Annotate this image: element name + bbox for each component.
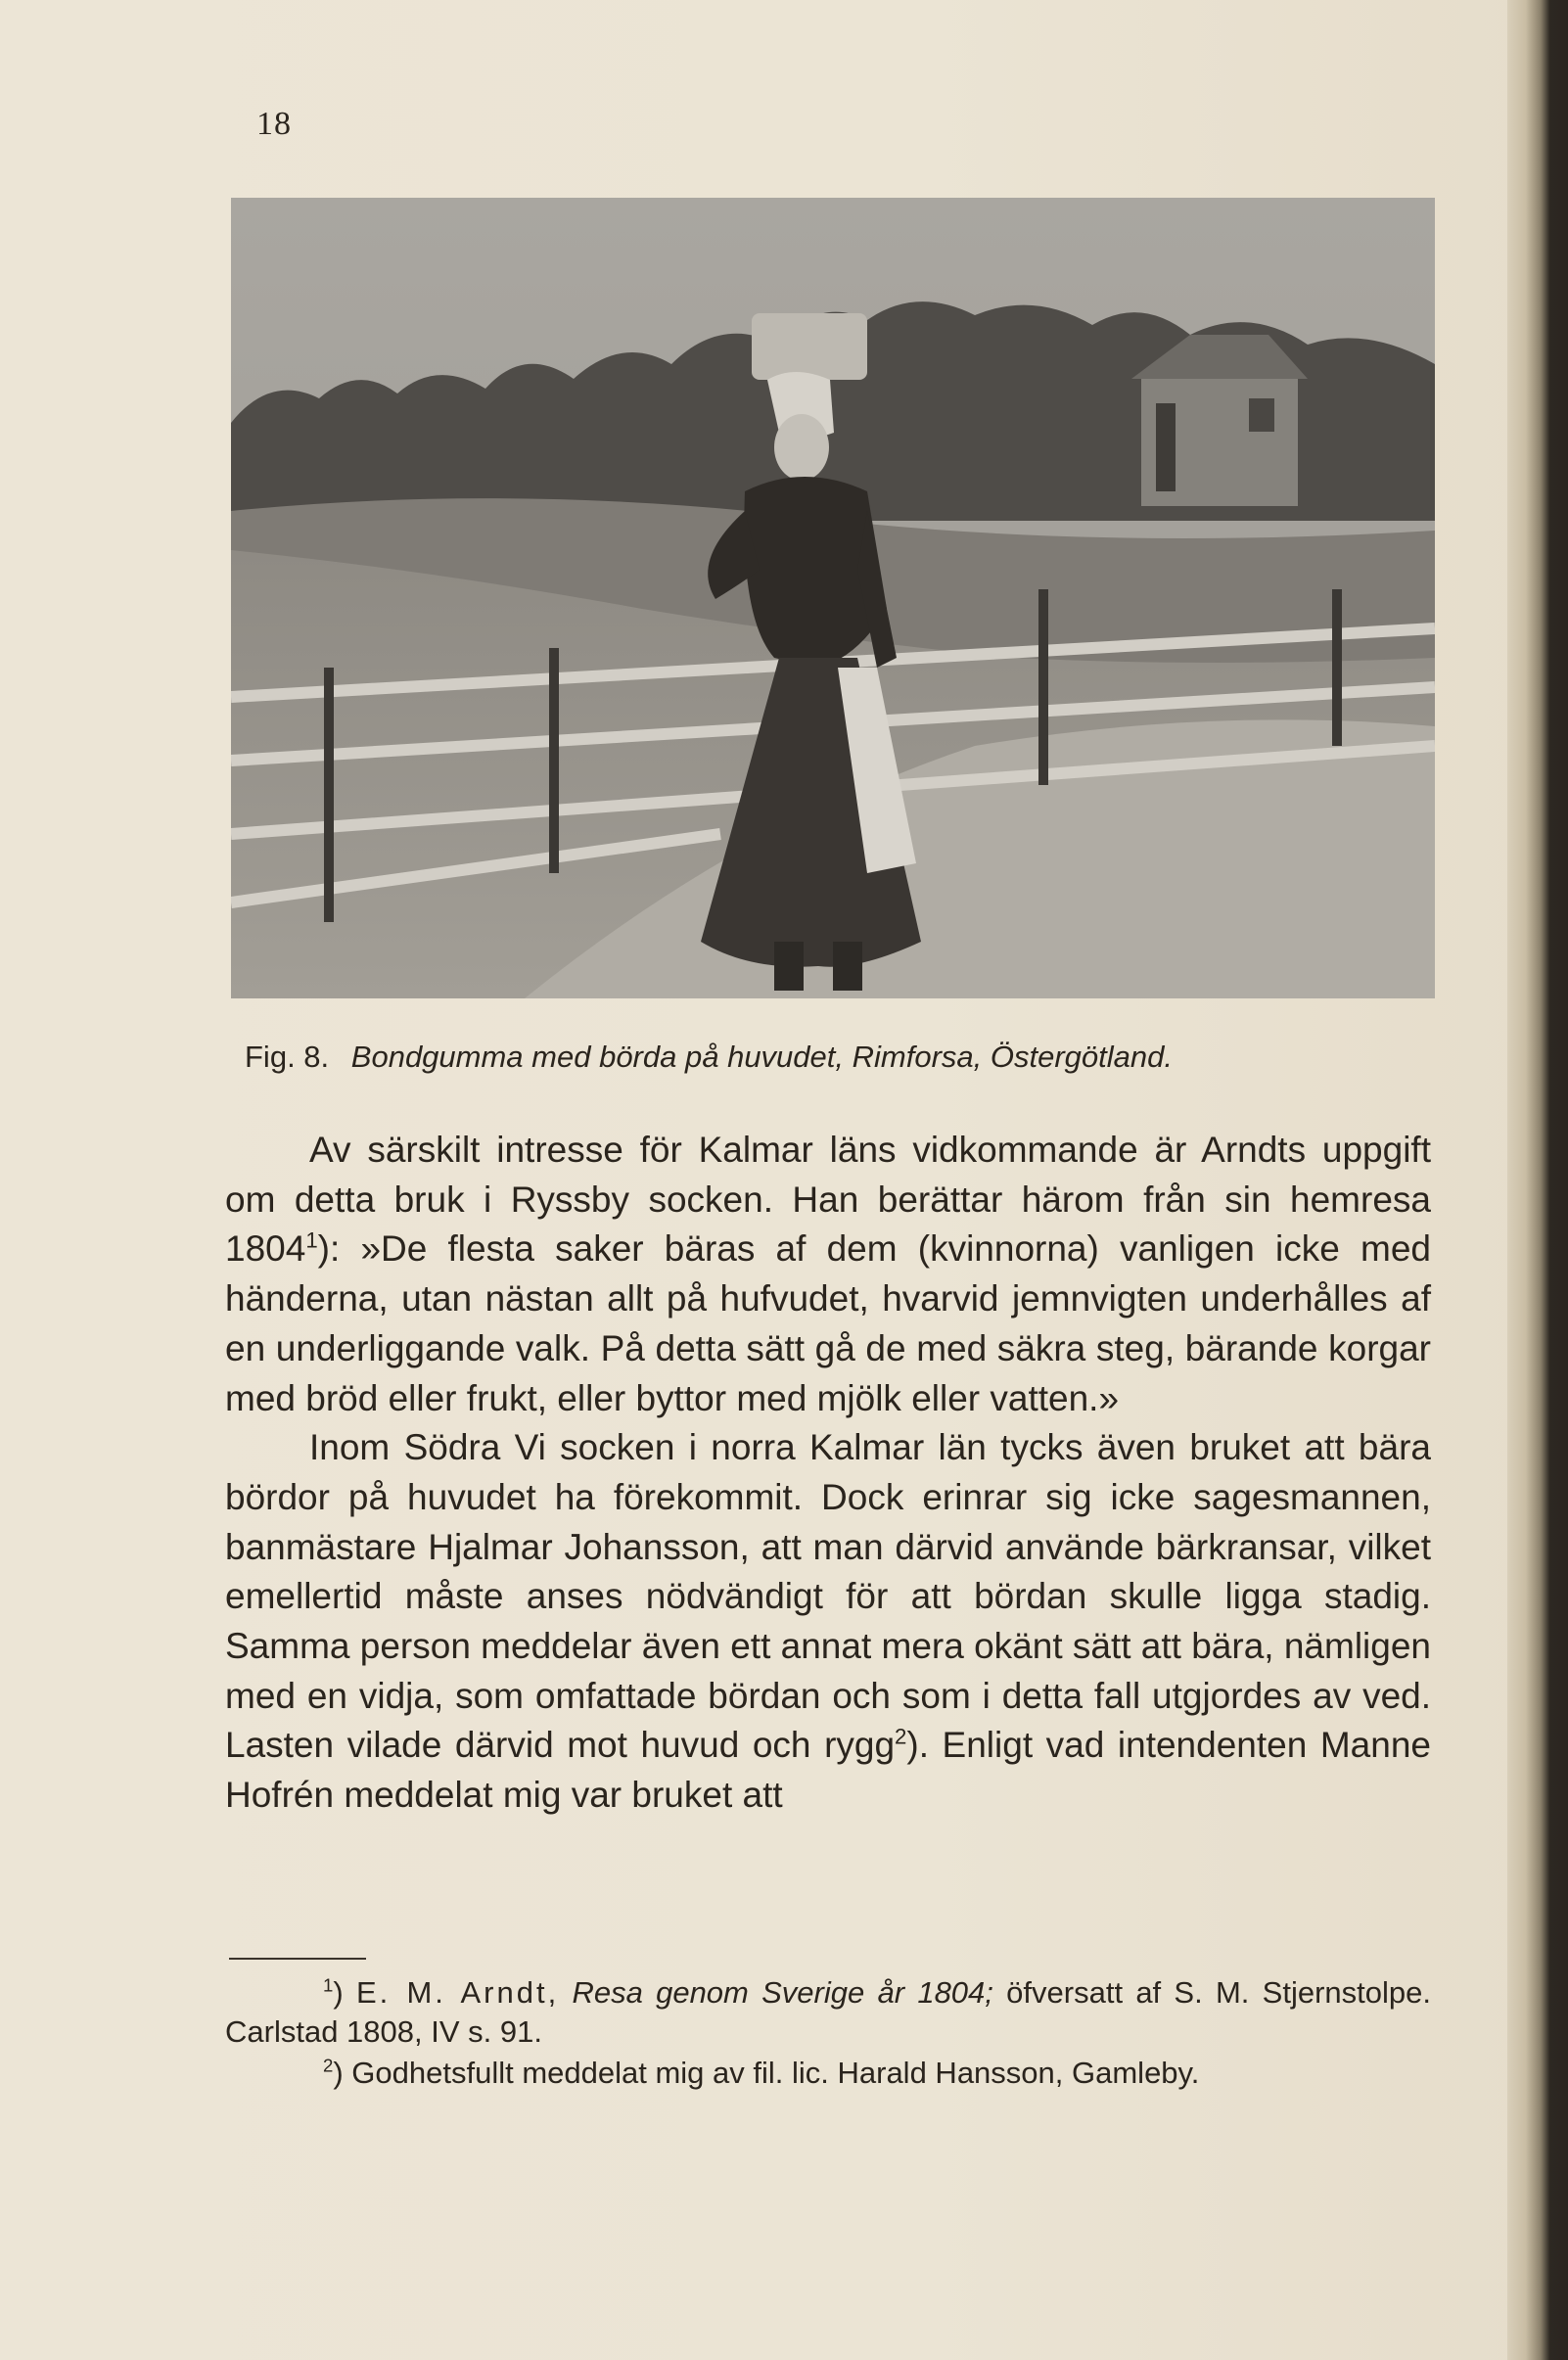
page-number: 18 — [256, 106, 292, 142]
paragraph-1-text-cont: ): »De flesta saker bäras af dem (kvinnorna) vanligen icke med händerna, utan nästan allt på hufvudet, hvarvid jemnvigten underhålles af en underliggande valk. På detta sätt gå de med säkra steg, bärande korgar med bröd eller frukt, eller byttor med mjölk eller vatten.» — [225, 1228, 1431, 1418]
footnote-divider — [229, 1958, 366, 1960]
footnote-ref-1: 1 — [305, 1228, 318, 1254]
paragraph-2 — [225, 1423, 1431, 1821]
figure-photograph — [231, 198, 1435, 998]
footnote-1: $^1$) E. M. Arndt, Resa genom Sverige år 1804; öfversatt af S. M. Stjernstolpe. Carlstad 1808, IV s. 91. — [225, 1974, 1431, 2049]
footnote-mark-1: 1 — [323, 1974, 334, 1996]
footnotes — [225, 1973, 1431, 2095]
footnote-1-rest: öfversatt af S. M. Stjernstolpe. Carlstad 1808, IV s. 91. — [225, 1975, 1431, 2049]
figure-label: Fig. 8. — [245, 1040, 330, 1074]
footnote-1-work: Resa genom Sverige år 1804; — [572, 1975, 993, 2010]
figure-caption-text: Bondgumma med börda på huvudet, Rimforsa, Östergötland. — [350, 1040, 1173, 1074]
body-text — [225, 1126, 1431, 1821]
book-spine-shadow — [1507, 0, 1568, 2360]
paragraph-1-text: Av särskilt intresse för Kalmar läns vidkommande är Arndts uppgift om detta bruk i Ryssby socken. Han berättar härom från sin hemresa 1804 — [225, 1130, 1431, 1270]
paragraph-2-text-cont: ). Enligt vad intendenten Manne Hofrén meddelat mig var bruket att — [225, 1725, 1431, 1816]
footnote-mark-2: 2 — [323, 2055, 334, 2076]
figure-caption — [245, 1038, 1429, 1077]
footnote-2-text: Godhetsfullt meddelat mig av fil. lic. Harald Hansson, Gamleby. — [351, 2056, 1200, 2090]
paragraph-1 — [225, 1126, 1431, 1423]
footnote-1-author: E. M. Arndt, — [355, 1975, 560, 2010]
footnote-ref-2: 2 — [895, 1725, 907, 1750]
photo-woman-carrying-load — [231, 198, 1435, 998]
paragraph-2-text: Inom Södra Vi socken i norra Kalmar län tycks även bruket att bära bördor på huvudet ha förekommit. Dock erinrar sig icke sagesmannen, banmästare Hjalmar Johansson, att man därvid använde bärkransar, vilket emellertid måste anses nödvändigt för att bördan skulle ligga stadig. Samma person meddelar även ett annat mera okänt sätt att bära, nämligen med en vidja, som omfattade bördan och som i detta fall utgjordes av ved. Lasten vilade därvid mot huvud och rygg — [225, 1427, 1431, 1766]
footnote-2: $^2$) Godhetsfullt meddelat mig av fil. lic. Harald Hansson, Gamleby. — [323, 2055, 1200, 2090]
